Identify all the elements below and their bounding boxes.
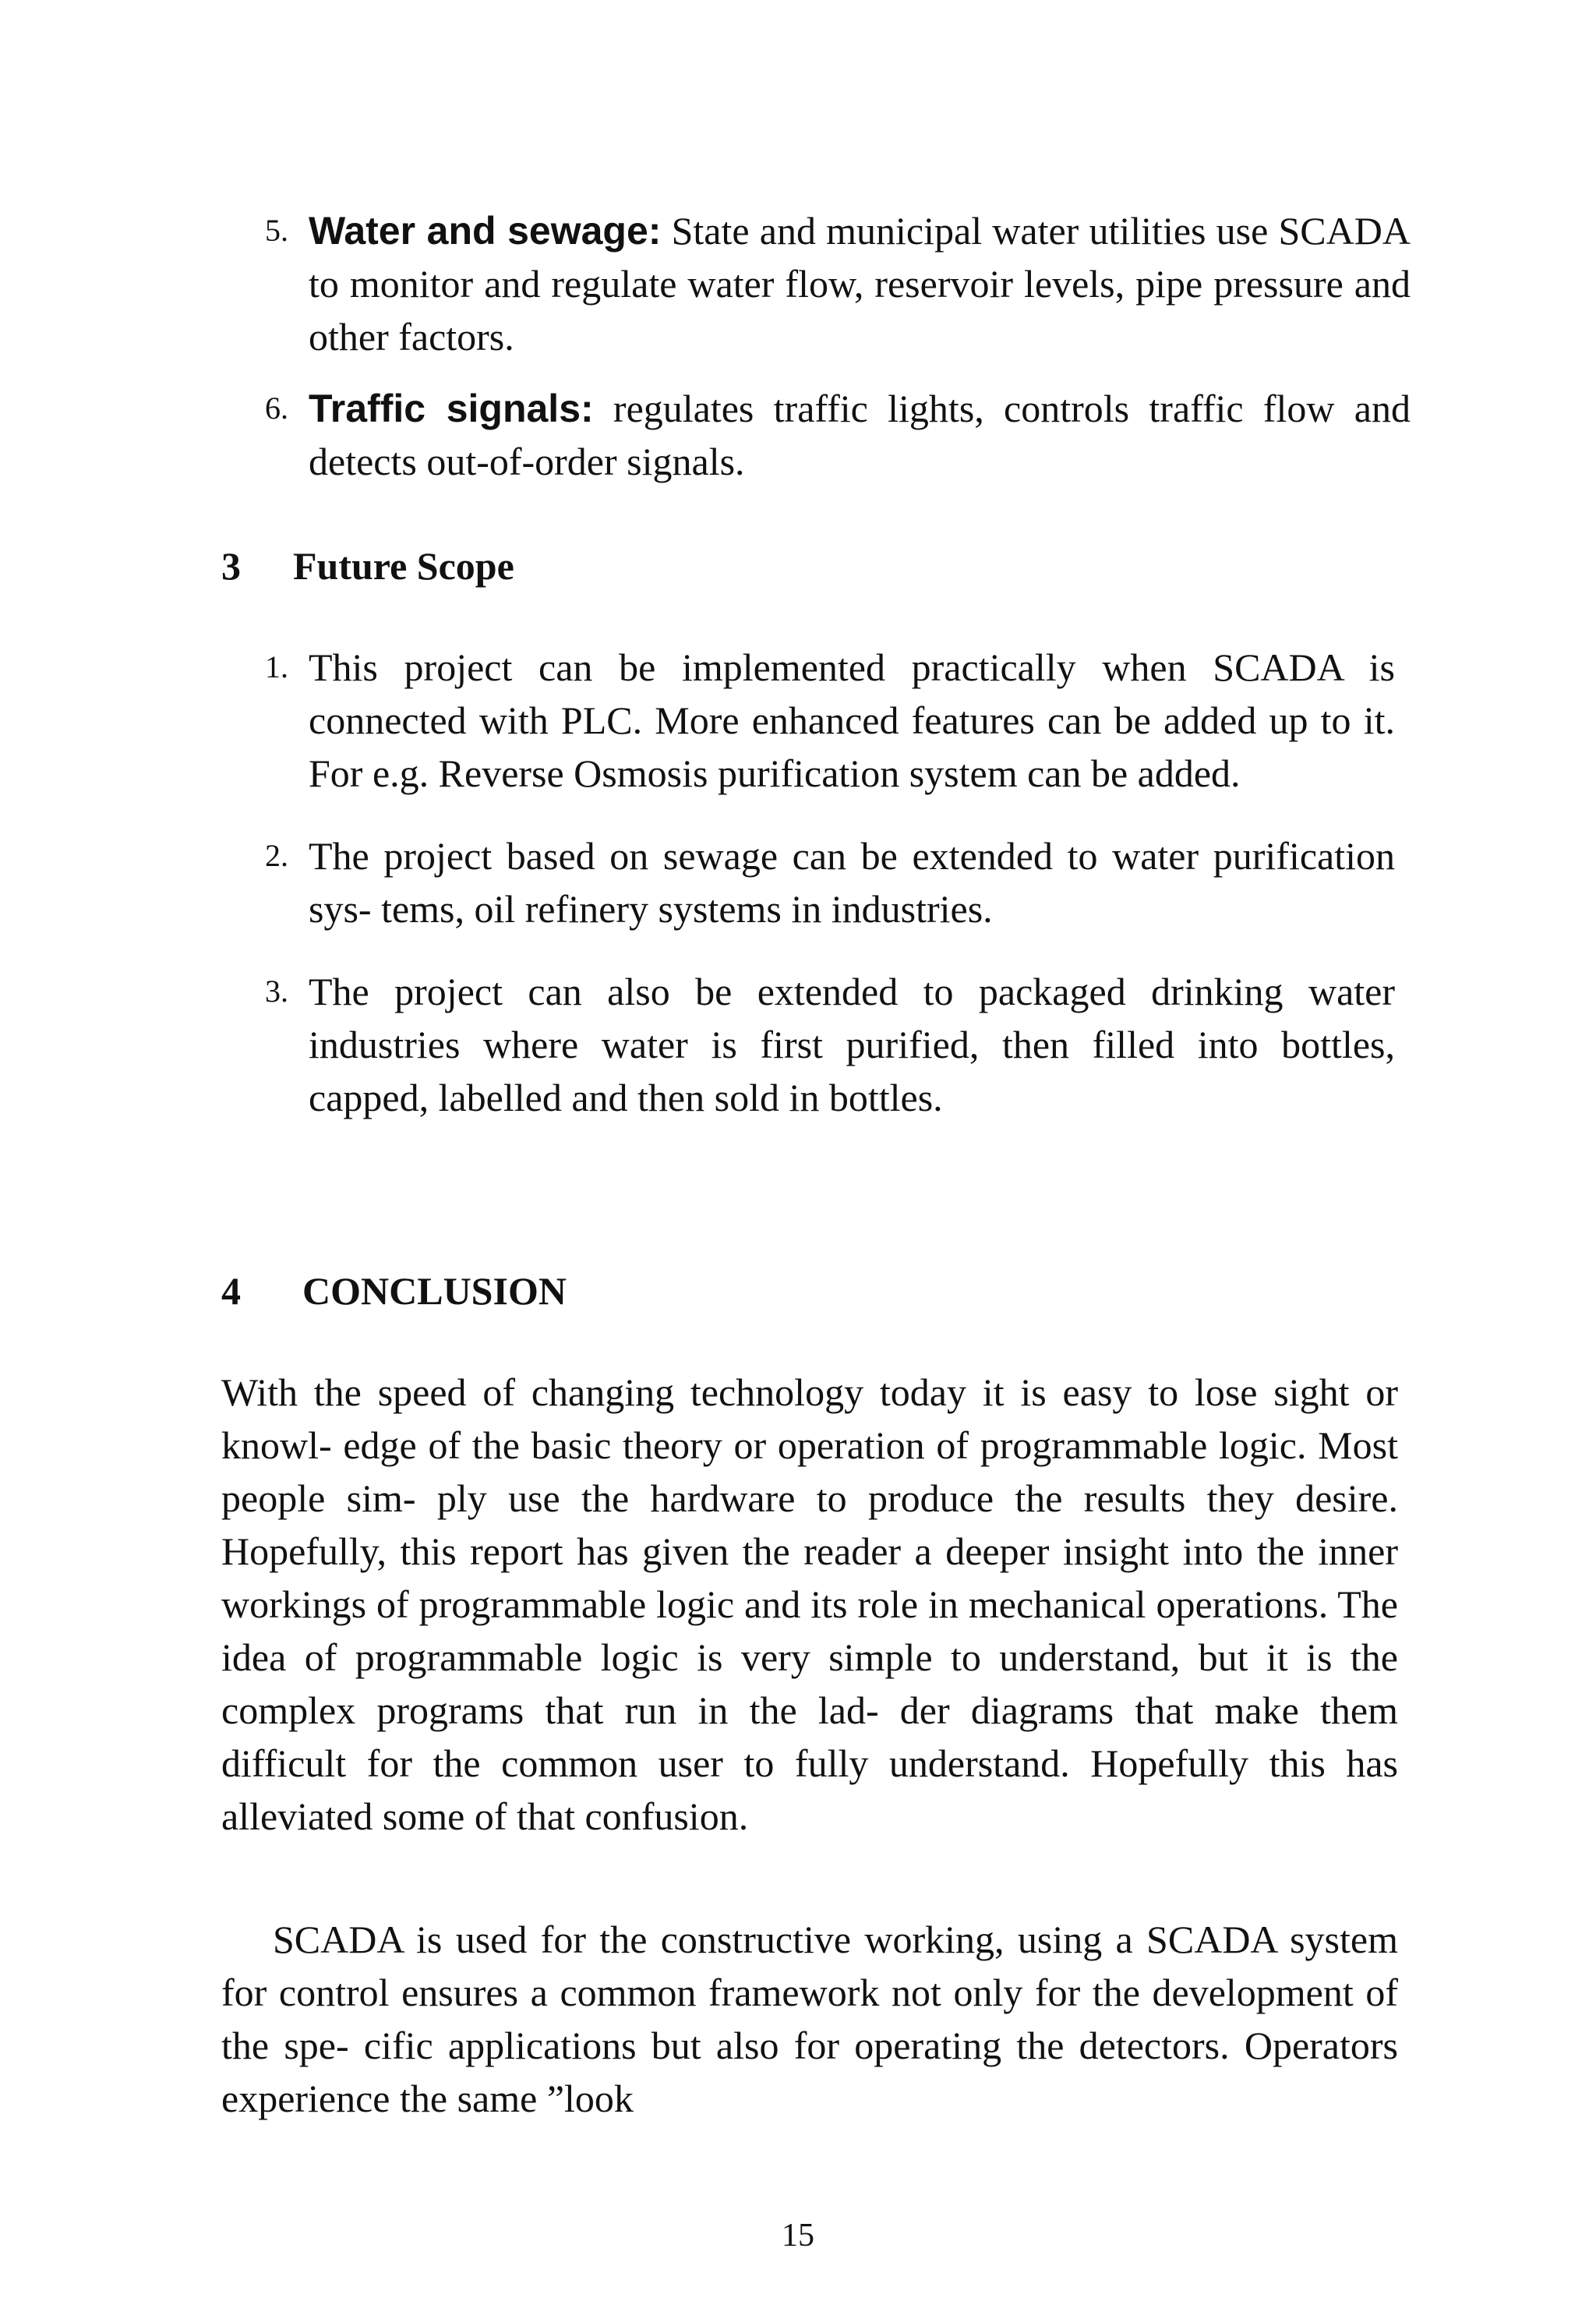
list-item-text: The project based on sewage can be extended to water purification sys- tems, oil refinery systems in industries. [309, 834, 1395, 931]
section-number: 4 [221, 1269, 241, 1313]
list-item-number: 2. [265, 838, 288, 873]
applications-list [221, 204, 1411, 488]
list-item-label: Traffic signals: [309, 387, 594, 430]
list-item-number: 3. [265, 974, 288, 1009]
page-number: 15 [782, 2218, 814, 2254]
list-item [221, 829, 1395, 935]
section-title: CONCLUSION [302, 1269, 567, 1313]
section-number: 3 [221, 544, 241, 588]
list-item [221, 382, 1411, 488]
conclusion-paragraph-2: SCADA is used for the constructive working, using a SCADA system for control ensures a common framework not only for the development of the spe- cific applications but also for operating the detectors. Operators experience the same ”look [221, 1918, 1398, 2120]
list-item-number: 5. [265, 213, 288, 248]
section-heading-future-scope [221, 539, 514, 592]
list-item [221, 204, 1411, 363]
list-item [221, 965, 1395, 1124]
list-item-label: Water and sewage: [309, 209, 662, 253]
list-item-text: regulates traffic lights, controls traffic flow and detects out-of-order signals. [309, 387, 1411, 483]
list-item-text: State and municipal water utilities use SCADA to monitor and regulate water flow, reservoir levels, pipe pressure and other factors. [309, 209, 1411, 359]
section-title: Future Scope [293, 544, 514, 588]
list-item-number: 1. [265, 649, 288, 684]
list-item [221, 641, 1395, 800]
conclusion-paragraph-1: With the speed of changing technology today it is easy to lose sight or knowl- edge of the basic theory or operation of programmable logic. Most people sim- ply use the hardware to produce the results they desire. Hopefully, this report has given the reader a deeper insight into the inner workings of programmable logic and its role in mechanical operations. The idea of programmable logic is very simple to understand, but it is the complex programs that run in the lad- der diagrams that make them difficult for the common user to fully understand. Hopefully this has alleviated some of that confusion. [221, 1370, 1398, 1838]
future-scope-list [221, 641, 1395, 1124]
list-item-number: 6. [265, 391, 288, 426]
section-heading-conclusion [221, 1264, 567, 1317]
list-item-text: The project can also be extended to packaged drinking water industries where water is first purified, then filled into bottles, capped, labelled and then sold in bottles. [309, 970, 1395, 1119]
list-item-text: This project can be implemented practically when SCADA is connected with PLC. More enhanced features can be added up to it. For e.g. Reverse Osmosis purification system can be added. [309, 645, 1395, 795]
